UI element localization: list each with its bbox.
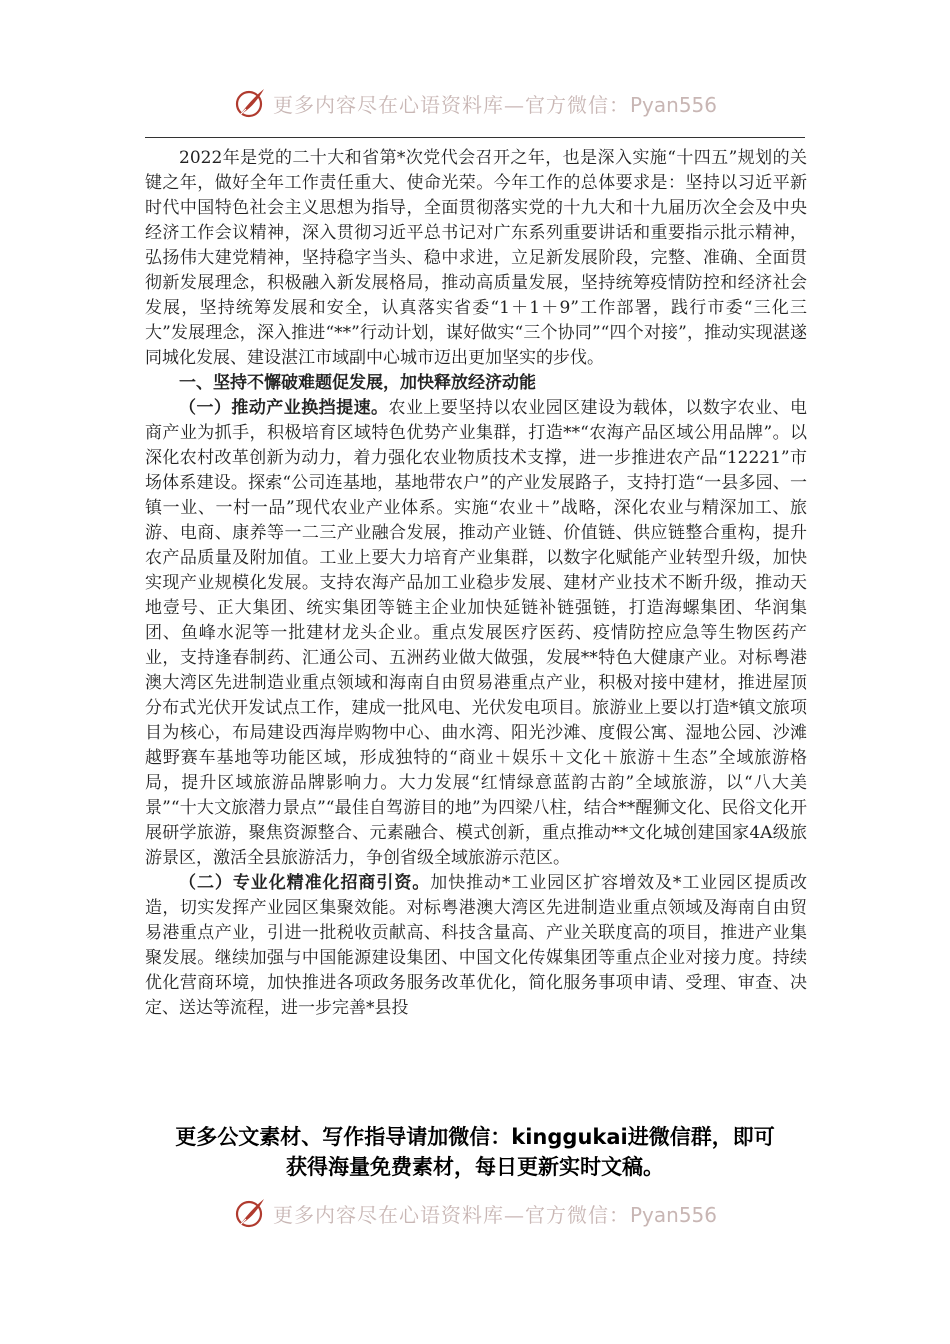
header-banner-id: Pyan556 — [629, 92, 717, 117]
document-body — [145, 146, 807, 1100]
footer-banner-text: 更多内容尽在心语资料库—官方微信：Pyan556 — [272, 1202, 717, 1227]
section-1-body: 农业上要坚持以农业园区建设为载体，以数字农业、电商产业为抓手，积极培育区域特色优势产业集群，打造**“农海产品区域公用品牌”。以深化农村改革创新为动力，着力强化农业物质技术支撑，进一步推进农产品“12221”市场体系建设。探索“公司连基地，基地带农户”的产业发展路子，支持打造“一县多园、一镇一业、一村一品”现代农业产业体系。实施“农业＋”战略，深化农业与精深加工、旅游、电商、康养等一二三产业融合发展，推动产业链、价值链、供应链整合重构，提升农产品质量及附加值。工业上要大力培育产业集群，以数字化赋能产业转型升级，加快实现产业规模化发展。支持农海产品加工业稳步发展、建材产业技术不断升级，推动天地壹号、正大集团、统实集团等链主企业加快延链补链强链，打造海螺集团、华润集团、鱼峰水泥等一批建材龙头企业。重点发展医疗医药、疫情防控应急等生物医药产业，支持逢春制药、汇通公司、五洲药业做大做强，发展**特色大健康产业。对标粤港澳大湾区先进制造业重点领域和海南自由贸易港重点产业，积极对接中建材，推进屋顶分布式光伏开发试点工作，建成一批风电、光伏发电项目。旅游业上要以打造*镇文旅项目为核心，布局建设西海岸购物中心、曲水湾、阳光沙滩、度假公寓、湿地公园、沙滩越野赛车基地等功能区域，形成独特的“商业＋娱乐＋文化＋旅游＋生态”全域旅游格局，提升区域旅游品牌影响力。大力发展“红情绿意蓝韵古韵”全域旅游，以“八大美景”“十大文旅潜力景点”“最佳自驾游目的地”为四梁八柱，结合**醒狮文化、民俗文化开展研学旅游，聚焦资源整合、元素融合、模式创新，重点推动**文化城创建国家4A级旅游景区，激活全县旅游活力，争创省级全域旅游示范区。 — [145, 398, 807, 868]
section-2-lead: （二）专业化精准化招商引资。 — [179, 873, 431, 893]
promo-notice — [140, 1122, 810, 1182]
promo-notice-line-2: 获得海量免费素材，每日更新实时文稿。 — [286, 1155, 664, 1179]
section-2-body: 加快推动*工业园区扩容增效及*工业园区提质改造，切实发挥产业园区集聚效能。对标粤港澳大湾区先进制造业重点领域及海南自由贸易港重点产业，引进一批税收贡献高、科技含量高、产业关联度高的项目，推进产业集聚发展。继续加强与中国能源建设集团、中国文化传媒集团等重点企业对接力度。持续优化营商环境，加快推进各项政务服务改革优化，简化服务事项申请、受理、审查、决定、送达等流程，进一步完善*县投 — [145, 873, 807, 1018]
quill-logo-icon — [233, 1196, 267, 1230]
header-banner — [0, 78, 950, 128]
section-2-paragraph — [145, 871, 807, 1021]
intro-paragraph: 2022年是党的二十大和省第*次党代会召开之年，也是深入实施“十四五”规划的关键之年，做好全年工作责任重大、使命光荣。今年工作的总体要求是：坚持以习近平新时代中国特色社会主义思想为指导，全面贯彻落实党的十九大和十九届历次全会及中央经济工作会议精神，深入贯彻习近平总书记对广东系列重要讲话和重要指示批示精神，弘扬伟大建党精神，坚持稳字当头、稳中求进，立足新发展阶段，完整、准确、全面贯彻新发展理念，积极融入新发展格局，推动高质量发展，坚持统筹疫情防控和经济社会发展，坚持统筹发展和安全，认真落实省委“1＋1＋9”工作部署，践行市委“三化三大”发展理念，深入推进“**”行动计划，谋好做实“三个协同”“四个对接”，推动实现湛遂同城化发展、建设湛江市域副中心城市迈出更加坚实的步伐。 — [145, 148, 807, 368]
section-1-lead: （一）推动产业换挡提速。 — [179, 398, 389, 418]
footer-banner — [0, 1188, 950, 1238]
footer-banner-id: Pyan556 — [629, 1202, 717, 1227]
quill-logo-icon — [233, 86, 267, 120]
promo-notice-line-1: 更多公文素材、写作指导请加微信：kinggukai进微信群，即可 — [175, 1125, 775, 1149]
footer-banner-content — [233, 1196, 717, 1230]
section-1-paragraph — [145, 396, 807, 871]
header-divider — [145, 137, 805, 138]
header-banner-text: 更多内容尽在心语资料库—官方微信：Pyan556 — [272, 92, 717, 117]
section-heading-1: 一、坚持不懈破难题促发展，加快释放经济动能 — [179, 373, 536, 393]
header-banner-content — [233, 86, 717, 120]
